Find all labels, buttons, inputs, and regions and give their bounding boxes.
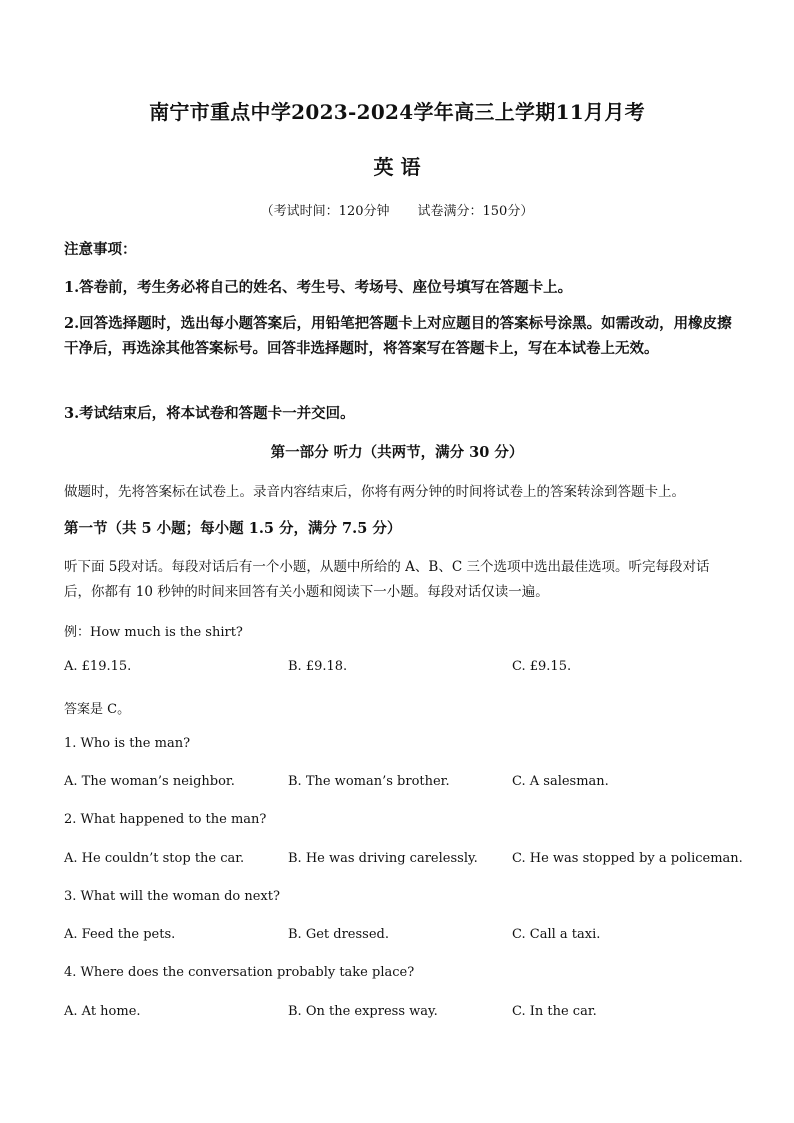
example-option-a: A. £19.15. (64, 659, 132, 674)
question-4-option-b: B. On the express way. (288, 1004, 438, 1019)
example-option-b: B. £9.18. (288, 659, 348, 674)
question-2-option-c: C. He was stopped by a policeman. (512, 851, 743, 866)
question-1-option-b: B. The woman’s brother. (288, 774, 450, 789)
section1-instruction: 听下面 5段对话。每段对话后有一个小题，从题中所给的 A、B、C 三个选项中选出最佳选项。听完每段对话后，你都有 10 秒钟的时间来回答有关小题和阅读下一小题。每段对话仅读一遍。 (64, 559, 710, 600)
question-1-option-c: C. A salesman. (512, 774, 609, 789)
question-2-option-a: A. He couldn’t stop the car. (64, 851, 245, 866)
question-4: 4. Where does the conversation probably take place? (64, 965, 415, 980)
note-item-3: 3.考试结束后，将本试卷和答题卡一并交回。 (64, 405, 355, 422)
exam-full-score: 试卷满分：150分） (417, 204, 534, 219)
example-question: 例：How much is the shirt? (64, 625, 243, 640)
question-3-option-c: C. Call a taxi. (512, 927, 601, 942)
question-1: 1. Who is the man? (64, 736, 191, 751)
question-4-option-c: C. In the car. (512, 1004, 597, 1019)
question-1-option-a: A. The woman’s neighbor. (64, 774, 235, 789)
question-3-option-a: A. Feed the pets. (64, 927, 176, 942)
question-2-option-b: B. He was driving carelessly. (288, 851, 478, 866)
example-option-c: C. £9.15. (512, 659, 572, 674)
question-2: 2. What happened to the man? (64, 812, 267, 827)
part1-heading: 第一部分 听力（共两节，满分 30 分） (270, 444, 524, 461)
note-item-1: 1.答卷前，考生务必将自己的姓名、考生号、考场号、座位号填写在答题卡上。 (64, 279, 573, 296)
exam-title: 南宁市重点中学2023-2024学年高三上学期11月月考 (149, 100, 645, 124)
question-3: 3. What will the woman do next? (64, 889, 280, 904)
example-answer: 答案是 C。 (64, 702, 131, 717)
section1-heading: 第一节（共 5 小题；每小题 1.5 分，满分 7.5 分） (64, 520, 402, 537)
exam-time-info (0, 200, 794, 219)
part1-instruction: 做题时，先将答案标在试卷上。录音内容结束后，你将有两分钟的时间将试卷上的答案转涂到答题卡上。 (64, 484, 685, 500)
note-item-2: 2.回答选择题时，选出每小题答案后，用铅笔把答题卡上对应题目的答案标号涂黑。如需改动，用橡皮擦干净后，再选涂其他答案标号。回答非选择题时，将答案写在答题卡上，写在本试卷上无效。 (64, 315, 732, 357)
subject-title: 英 语 (373, 155, 421, 179)
notes-heading: 注意事项： (64, 241, 137, 258)
question-4-option-a: A. At home. (64, 1004, 141, 1019)
exam-duration: （考试时间：120分钟 (260, 204, 390, 219)
question-3-option-b: B. Get dressed. (288, 927, 389, 942)
